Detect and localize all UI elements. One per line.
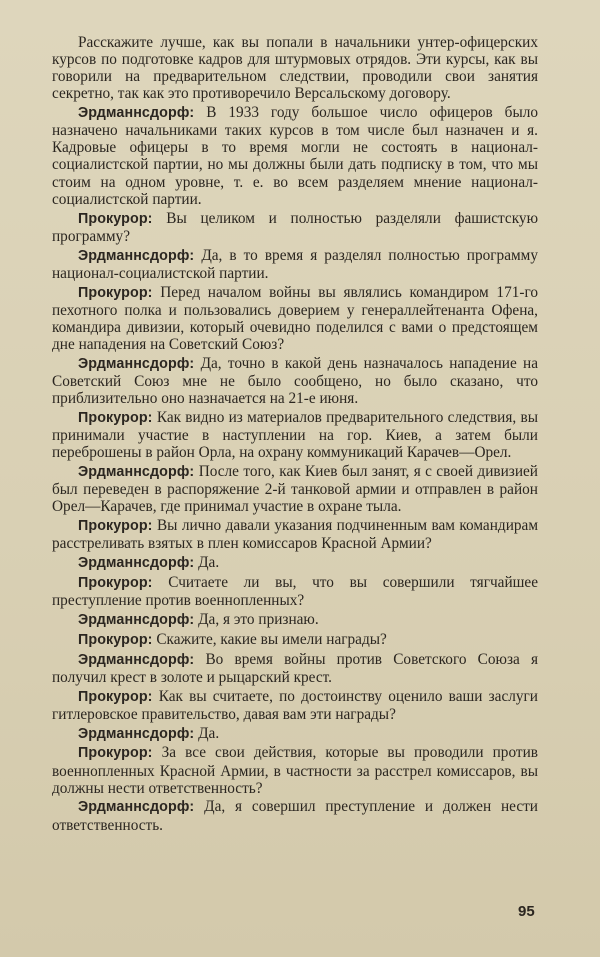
speaker-label: Эрдманнсдорф: (78, 554, 195, 571)
paragraph-text: Да. (198, 724, 220, 742)
paragraph-text: Да, в то время я разделял полностью программу национал-социалистской партии. (52, 246, 538, 282)
paragraph-text: Скажите, какие вы имели награды? (156, 630, 387, 648)
speaker-label: Эрдманнсдорф: (78, 651, 195, 668)
paragraph-text: Да. (198, 553, 220, 571)
paragraph-text: Да, я это признаю. (198, 610, 319, 628)
speaker-label: Эрдманнсдорф: (78, 611, 195, 628)
transcript-paragraph (52, 517, 538, 552)
paragraph-text: Да, точно в какой день назначалось нападение на Советский Союз мне не было сообщено, но было сказано, что приблизительно оно назначается на 21-е июня. (52, 354, 539, 407)
speaker-label: Прокурор: (78, 210, 153, 227)
speaker-label: Прокурор: (78, 409, 153, 426)
paragraph-text: Да, я совершил преступление и должен нести ответственность. (52, 798, 538, 834)
page-number: 95 (518, 903, 535, 920)
transcript-paragraph (52, 744, 538, 796)
paragraph-text: В 1933 году большое число офицеров было назначено начальниками таких курсов в том числе был назначен и я. Кадровые офицеры в то время могли не состоять в национал-социалистской партии, но мы должны были дать подписку в том, что мы стоим на одном уровне, т. е. во всем разделяем мнение национал-социалистской партии. (52, 104, 538, 208)
transcript-paragraph (52, 611, 538, 629)
transcript-paragraph (52, 247, 538, 282)
speaker-label: Эрдманнсдорф: (78, 725, 195, 742)
paragraph-text: После того, как Киев был занят, я с своей дивизией был переведен в распоряжение 2-й танковой армии и отправлен в район Орел—Карачев, где принимал участие в охране тыла. (52, 462, 538, 516)
transcript-paragraph (52, 463, 538, 515)
transcript-paragraph (52, 210, 538, 245)
transcript-paragraph (52, 355, 538, 407)
page-text (52, 34, 538, 835)
speaker-label: Прокурор: (78, 284, 153, 301)
transcript-paragraph (52, 651, 538, 686)
speaker-label: Прокурор: (78, 631, 153, 648)
speaker-label: Эрдманнсдорф: (78, 247, 195, 264)
transcript-paragraph (52, 104, 538, 208)
speaker-label: Прокурор: (78, 517, 153, 534)
transcript-paragraph (52, 284, 538, 353)
speaker-label: Прокурор: (78, 745, 153, 762)
transcript-paragraph (52, 725, 538, 743)
transcript-paragraph (52, 798, 538, 833)
paragraph-text: Вы лично давали указания подчиненным вам командирам расстреливать взятых в плен комиссаров Красной Армии? (52, 516, 538, 552)
speaker-label: Эрдманнсдорф: (78, 799, 195, 816)
speaker-label: Эрдманнсдорф: (78, 105, 195, 122)
speaker-label: Эрдманнсдорф: (78, 355, 195, 372)
transcript-paragraph (52, 34, 538, 102)
paragraph-text: Перед началом войны вы являлись командиром 171-го пехотного полка и пользовались доверием у генераллейтенанта Офена, командира дивизии, который очевидно поделился с вами о предстоящем дне нападения на Советский Союз? (52, 283, 539, 353)
transcript-paragraph (52, 409, 538, 461)
speaker-label: Прокурор: (78, 688, 153, 705)
transcript-paragraph (52, 574, 538, 609)
speaker-label: Прокурор: (78, 574, 153, 591)
paragraph-text: Вы целиком и полностью разделяли фашистскую программу? (52, 209, 538, 245)
paragraph-text: Расскажите лучше, как вы попали в начальники унтер-офицерских курсов по подготовке кадров для штурмовых отрядов. Эти курсы, как вы говорили на предварительном следствии, проводили свои занятия секретно, так как это противоречило Версальскому договору. (52, 34, 538, 103)
paragraph-text: Во время войны против Советского Союза я получил крест в золоте и рыцарский крест. (52, 650, 538, 686)
paragraph-text: Как вы считаете, по достоинству оценило ваши заслуги гитлеровское правительство, давая вам эти награды? (52, 687, 538, 723)
paragraph-text: За все свои действия, которые вы проводили против военнопленных Красной Армии, в частности за расстрел комиссаров, вы должны нести ответственность? (52, 744, 538, 797)
paragraph-text: Как видно из материалов предварительного следствия, вы принимали участие в наступлении на гор. Киев, а затем были переброшены в район Орла, на охрану коммуникаций Карачев—Орел. (52, 408, 538, 461)
transcript-paragraph (52, 554, 538, 572)
transcript-paragraph (52, 631, 538, 649)
paragraph-text: Считаете ли вы, что вы совершили тягчайшее преступление против военнопленных? (52, 573, 538, 609)
speaker-label: Эрдманнсдорф: (78, 463, 195, 480)
transcript-paragraph (52, 688, 538, 723)
